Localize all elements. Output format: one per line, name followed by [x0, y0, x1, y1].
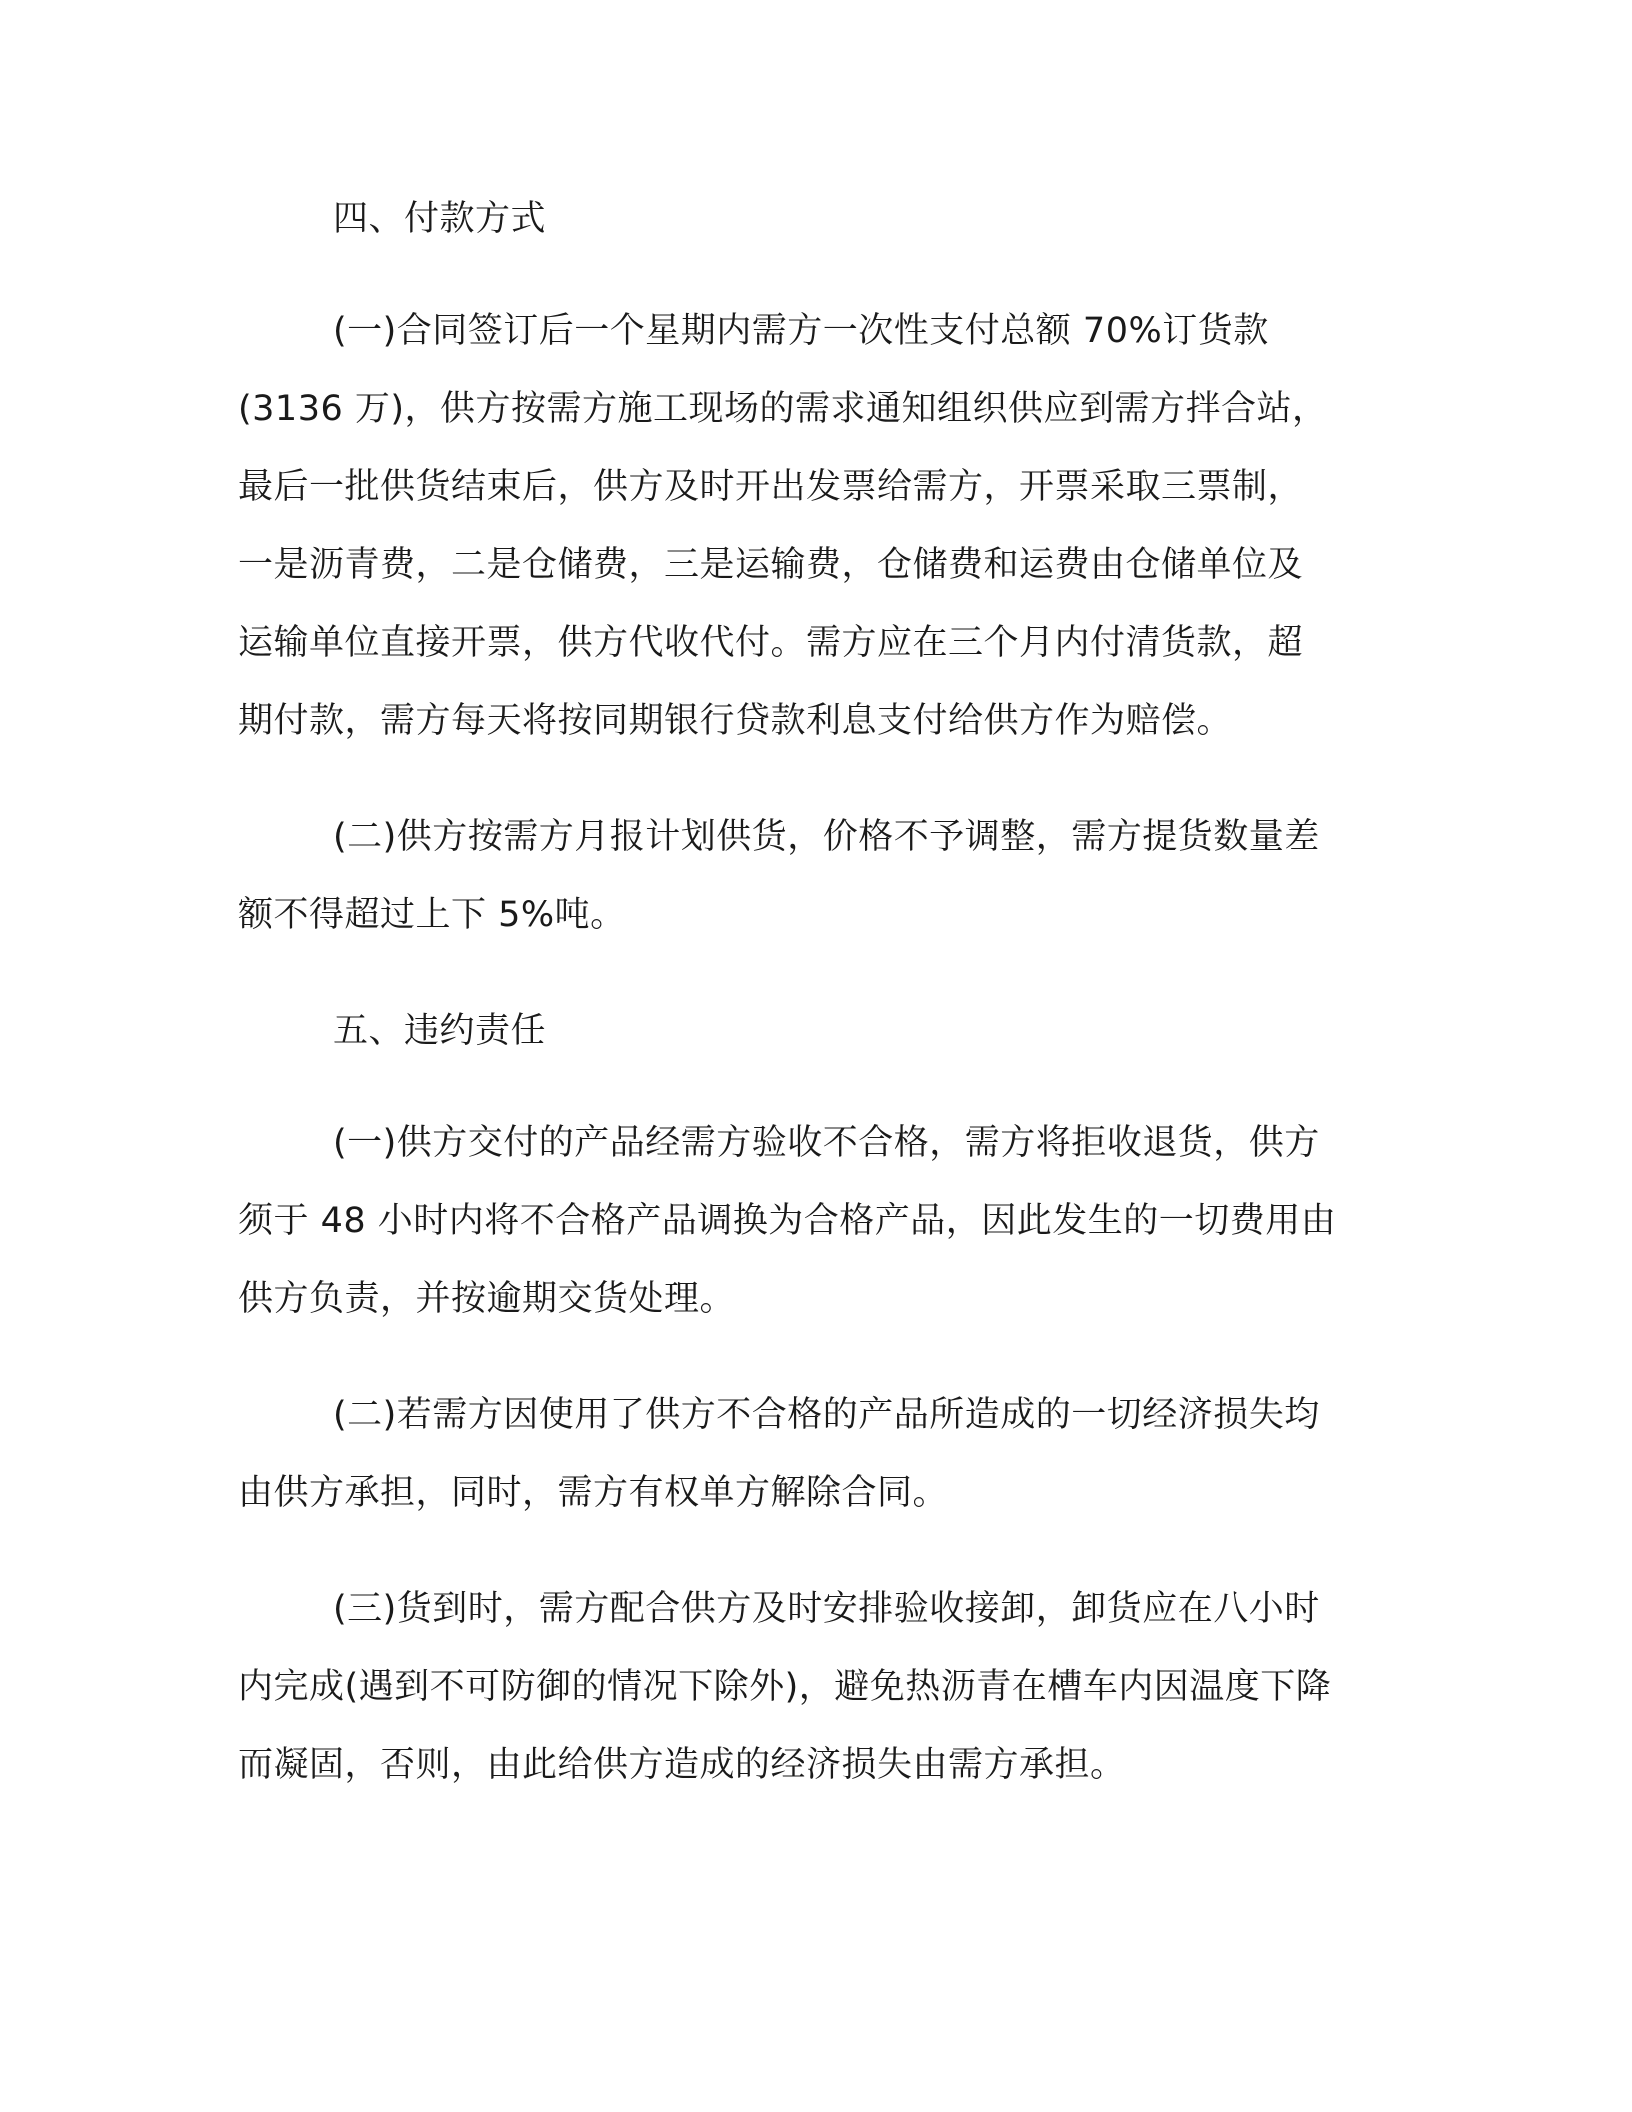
text-line: (一)供方交付的产品经需方验收不合格，需方将拒收退货，供方 [333, 1123, 1320, 1163]
text-line: 须于 48 小时内将不合格产品调换为合格产品，因此发生的一切费用由 [238, 1201, 1337, 1241]
text-line: (二)供方按需方月报计划供货，价格不予调整，需方提货数量差 [333, 817, 1320, 857]
text-line: 而凝固，否则，由此给供方造成的经济损失由需方承担。 [238, 1745, 1126, 1785]
clause-payment-1 [238, 292, 1398, 760]
text-line: 运输单位直接开票，供方代收代付。需方应在三个月内付清货款，超 [238, 623, 1304, 663]
clause-payment-2 [238, 798, 1398, 954]
text-line: 一是沥青费，二是仓储费，三是运输费，仓储费和运费由仓储单位及 [238, 545, 1304, 585]
clause-liability-1 [238, 1104, 1398, 1338]
text-line: (3136 万)，供方按需方施工现场的需求通知组织供应到需方拌合站， [238, 389, 1328, 429]
section-heading-liability: 五、违约责任 [333, 1011, 547, 1051]
text-line: 供方负责，并按逾期交货处理。 [238, 1279, 736, 1319]
text-line: 内完成(遇到不可防御的情况下除外)，避免热沥青在槽车内因温度下降 [238, 1667, 1332, 1707]
document-body [238, 190, 1398, 1804]
text-line: (一)合同签订后一个星期内需方一次性支付总额 70%订货款 [333, 311, 1269, 351]
text-line: 最后一批供货结束后，供方及时开出发票给需方，开票采取三票制， [238, 467, 1304, 507]
clause-liability-2 [238, 1376, 1398, 1532]
text-line: (三)货到时，需方配合供方及时安排验收接卸，卸货应在八小时 [333, 1589, 1320, 1629]
text-line: 由供方承担，同时，需方有权单方解除合同。 [238, 1473, 949, 1513]
clause-liability-3 [238, 1570, 1398, 1804]
text-line: 额不得超过上下 5%吨。 [238, 895, 626, 935]
section-heading-payment: 四、付款方式 [333, 199, 547, 239]
text-line: 期付款，需方每天将按同期银行贷款利息支付给供方作为赔偿。 [238, 701, 1233, 741]
text-line: (二)若需方因使用了供方不合格的产品所造成的一切经济损失均 [333, 1395, 1320, 1435]
